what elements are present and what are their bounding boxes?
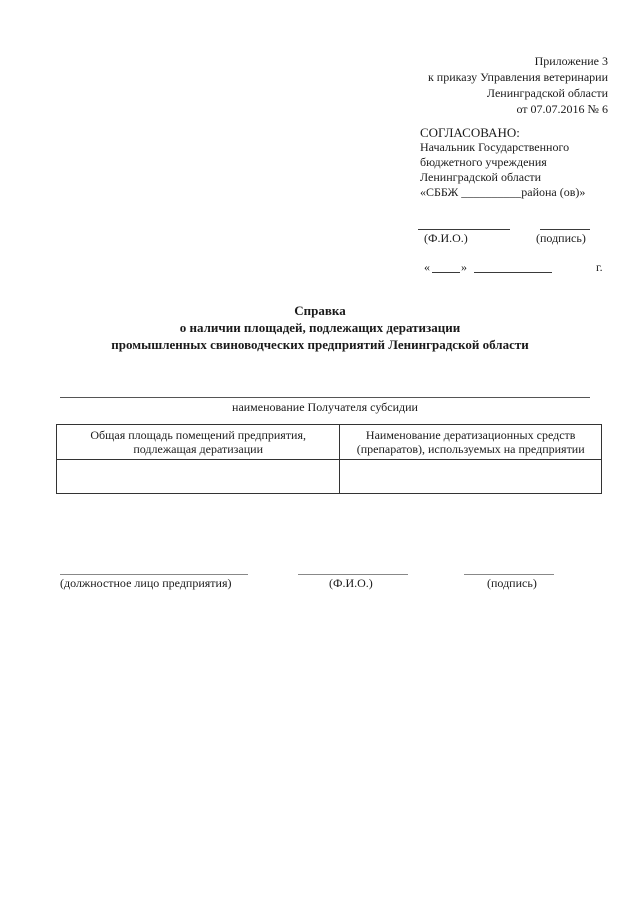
approval-fio-label: (Ф.И.О.)	[424, 231, 468, 245]
official-label: (должностное лицо предприятия)	[60, 576, 232, 590]
approval-line-2: бюджетного учреждения	[420, 155, 547, 169]
signature-label: (подпись)	[487, 576, 537, 590]
date-quote-open: «	[424, 260, 430, 274]
date-day-line[interactable]	[432, 272, 460, 273]
table-header-area-line-1: Общая площадь помещений предприятия,	[90, 428, 306, 442]
date-quote-close: »	[461, 260, 467, 274]
table-header-means-line-2: (препаратов), используемых на предприятии	[356, 442, 585, 456]
approval-agreed: СОГЛАСОВАНО:	[420, 125, 520, 140]
table-row	[57, 460, 602, 494]
table-header-means-line-1: Наименование дератизационных средств	[365, 428, 576, 442]
approval-line-4: «СББЖ __________района (ов)»	[420, 185, 586, 199]
table-header-means	[340, 425, 602, 460]
table-cell-means[interactable]	[340, 460, 602, 494]
deratization-table	[56, 424, 602, 494]
title-line-1: Справка	[294, 303, 346, 318]
approval-line-1: Начальник Государственного	[420, 140, 570, 154]
date-year-suffix: г.	[596, 260, 603, 274]
table-header-row	[57, 425, 602, 460]
signature-line[interactable]	[464, 574, 554, 575]
appendix-header	[428, 53, 608, 117]
table-header-area-line-2: подлежащая дератизации	[133, 442, 264, 456]
fio-label: (Ф.И.О.)	[329, 576, 373, 590]
table-cell-area[interactable]	[57, 460, 340, 494]
approval-signature-label: (подпись)	[536, 231, 586, 245]
appendix-line-3: Ленинградской области	[486, 86, 608, 100]
date-month-line[interactable]	[474, 272, 552, 273]
approval-line-3: Ленинградской области	[420, 170, 542, 184]
approval-signature-line[interactable]	[540, 229, 590, 230]
title-line-2: о наличии площадей, подлежащих дератизации	[179, 320, 461, 335]
recipient-line[interactable]	[60, 397, 590, 398]
appendix-line-1: Приложение 3	[534, 54, 608, 68]
approval-block	[420, 125, 585, 200]
table-header-area	[57, 425, 340, 460]
document-title	[0, 302, 640, 353]
title-line-3: промышленных свиноводческих предприятий Ленинградской области	[111, 337, 529, 352]
official-line[interactable]	[60, 574, 248, 575]
recipient-label: наименование Получателя субсидии	[232, 400, 418, 414]
fio-line[interactable]	[298, 574, 408, 575]
appendix-line-2: к приказу Управления ветеринарии	[427, 70, 608, 84]
appendix-line-4: от 07.07.2016 № 6	[516, 102, 608, 116]
approval-fio-line[interactable]	[418, 229, 510, 230]
